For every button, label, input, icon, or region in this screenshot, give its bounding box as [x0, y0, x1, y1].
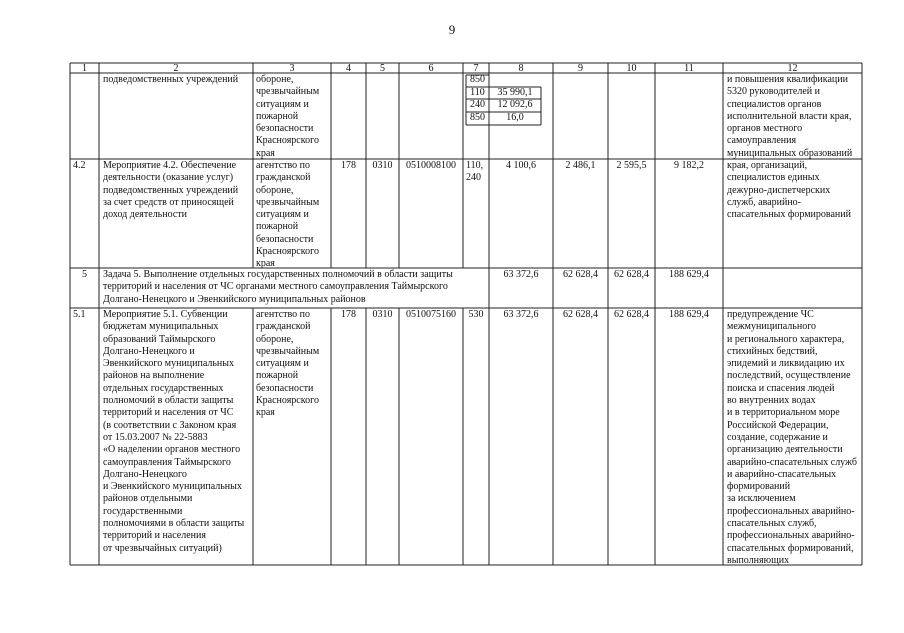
- page-number: 9: [448, 22, 456, 37]
- header-col-4: 4: [346, 63, 351, 74]
- task-5-year-2: 62 628,4: [563, 269, 598, 280]
- row-4-2-csr: 0510008100: [406, 160, 456, 171]
- row-4-2-grbs: 178: [341, 160, 356, 171]
- row-4-2-name: Мероприятие 4.2. Обеспечение деятельности (оказание услуг) подведомственных учреждений за счет средств от приносящей доход деятельности: [103, 160, 239, 221]
- header-col-12: 12: [787, 63, 798, 74]
- row-4-2-year-2: 2 486,1: [565, 160, 596, 171]
- cont-amount-1: 35 990,1: [497, 87, 533, 98]
- header-col-1: 1: [82, 63, 87, 74]
- row-5-1-csr: 0510075160: [406, 309, 456, 320]
- cont-activity-name: подведомственных учреждений: [103, 74, 239, 85]
- row-4-2-total: 9 182,2: [674, 160, 704, 171]
- cont-vr-1: 850: [470, 74, 485, 85]
- row-4-2-year-1: 4 100,6: [506, 160, 536, 171]
- row-4-2-rzpr: 0310: [372, 160, 393, 171]
- row-5-1-name: Мероприятие 5.1. Субвенции бюджетам муниципальных образований Таймырского Долгано-Ненецкого и Эвенкийского муниципальных районов на выполнение отдельных государственных полномочий в области защиты территорий и населения от ЧС (в соответствии с Законом края от 15.03.2007 № 22-5883 «О наделении органов местного самоуправления Таймырского Долгано-Ненецкого и Эвенкийского муниципальных районов отдельными государственными полномочиями в области защиты территорий и населения от чрезвычайных ситуаций): [103, 309, 245, 554]
- cont-vr-2: 110: [470, 87, 485, 98]
- header-col-8: 8: [518, 63, 524, 74]
- header-col-6: 6: [428, 63, 434, 74]
- cont-amount-3: 16,0: [506, 112, 524, 123]
- task-5-total: 188 629,4: [669, 269, 709, 280]
- cont-result: и повышения квалификации 5320 руководителей и специалистов органов исполнительной власти края, органов местного самоуправления муниципальных образований: [727, 74, 853, 159]
- row-5-1-year-1: 63 372,6: [503, 309, 539, 320]
- header-col-3: 3: [289, 63, 295, 74]
- row-5-1-year-2: 62 628,4: [563, 309, 598, 320]
- header-col-10: 10: [626, 63, 637, 74]
- row-5-1-year-3: 62 628,4: [614, 309, 649, 320]
- cont-amount-2: 12 092,6: [497, 99, 533, 110]
- header-col-11: 11: [684, 63, 694, 74]
- row-5-1-total: 188 629,4: [669, 309, 709, 320]
- row-5-1-agency: агентство по гражданской обороне, чрезвычайным ситуациям и пожарной безопасности Красноярского края: [256, 309, 320, 419]
- row-5-1-vr: 530: [468, 309, 484, 320]
- task-5-number: 5: [82, 269, 87, 280]
- row-4-2-result: края, организаций, специалистов единых дежурно-диспетчерских служб, аварийно- спасательных формирований: [727, 160, 851, 221]
- cont-agency: обороне, чрезвычайным ситуациям и пожарной безопасности Красноярского края: [256, 74, 320, 159]
- row-5-1-grbs: 178: [341, 309, 356, 320]
- row-4-2-year-3: 2 595,5: [616, 160, 647, 171]
- cont-vr-4: 850: [470, 112, 485, 123]
- task-5-year-3: 62 628,4: [614, 269, 649, 280]
- task-5-year-1: 63 372,6: [503, 269, 539, 280]
- task-5-name: Задача 5. Выполнение отдельных государственных полномочий в области защиты территорий и населения от ЧС органами местного самоуправления Таймырского Долгано-Ненецкого и Эвенкийского муниципальных районов: [103, 269, 453, 305]
- row-5-1-result: предупреждение ЧС межмуниципального и регионального характера, стихийных бедствий, эпидемий и ликвидацию их последствий, осуществление поиска и спасения людей во внутренних водах и в территориальном море Российской Федерации, создание, содержание и организацию деятельности аварийно-спасательных служб и аварийно-спасательных формирований за исключением профессиональных аварийно- спасательных служб, профессиональных аварийно- спасательных формирований, выполняющих: [727, 309, 857, 566]
- header-col-7: 7: [473, 63, 479, 74]
- header-col-2: 2: [173, 63, 179, 74]
- row-4-2-vr: 110, 240: [466, 160, 484, 184]
- cont-vr-3: 240: [470, 99, 485, 110]
- row-4-2-agency: агентство по гражданской обороне, чрезвычайным ситуациям и пожарной безопасности Красноярского края: [256, 160, 320, 270]
- row-4-2-number: 4.2: [73, 160, 86, 171]
- row-5-1-rzpr: 0310: [372, 309, 393, 320]
- header-col-9: 9: [578, 63, 583, 74]
- header-col-5: 5: [380, 63, 385, 74]
- row-5-1-number: 5.1: [73, 309, 86, 320]
